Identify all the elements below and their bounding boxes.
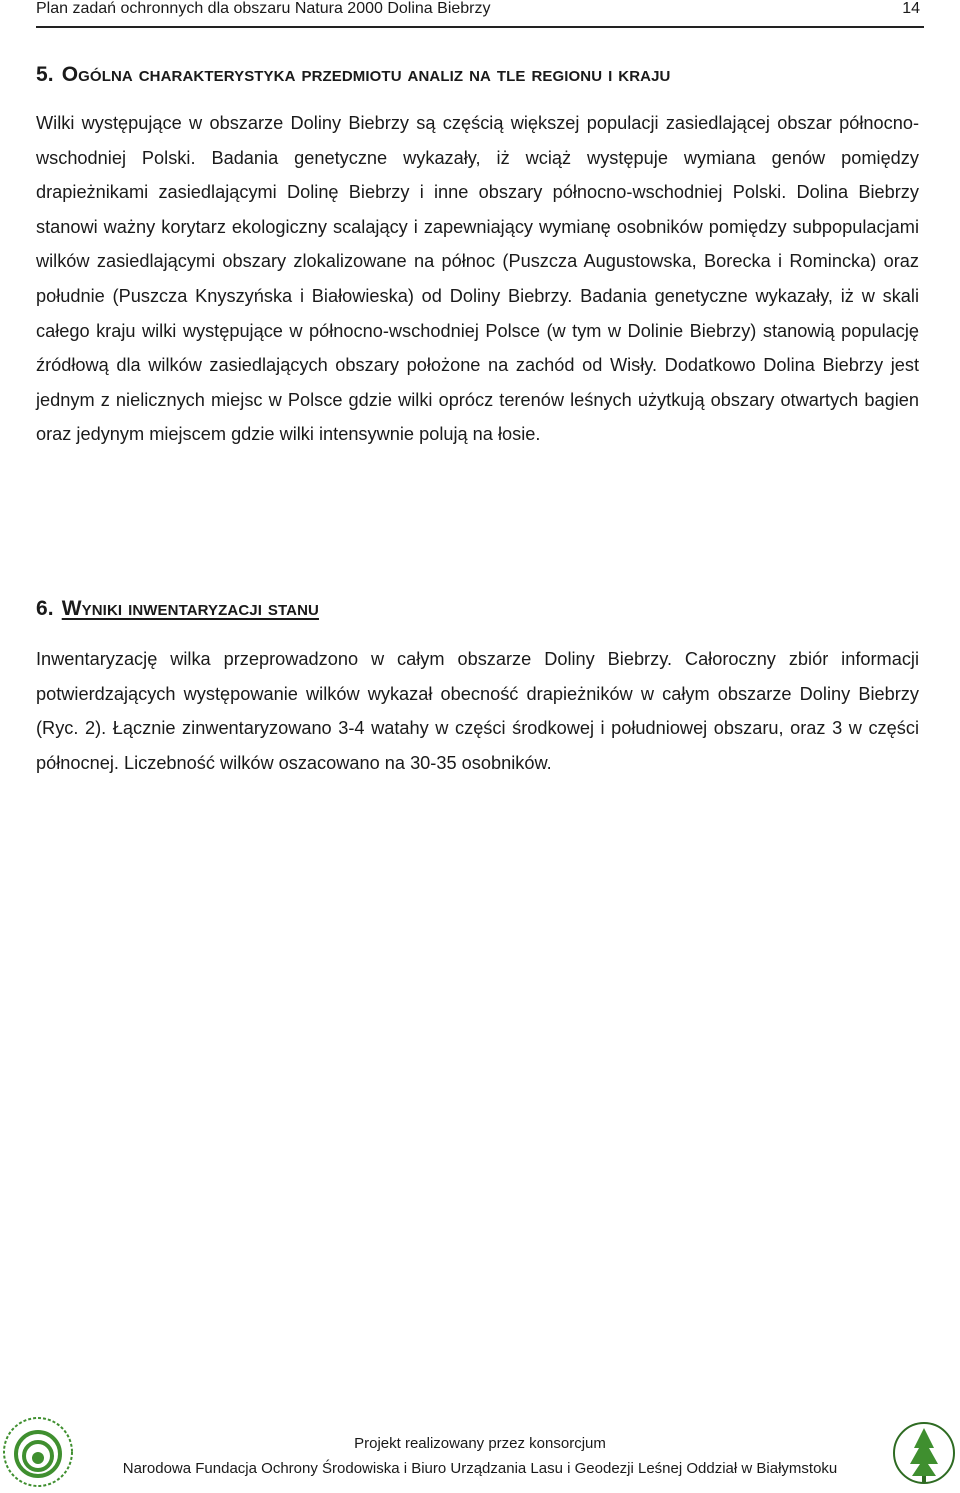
section-5-paragraph: Wilki występujące w obszarze Doliny Biebrzy są częścią większej populacji zasiedlającej obszar północno-wschodniej Polski. Badania genetyczne wykazały, iż wciąż występuje wymiana genów pomiędzy drapieżnikami zasiedlającymi Dolinę Biebrzy i inne obszary północno-wschodniej Polski. Dolina Biebrzy stanowi ważny korytarz ekologiczny scalający i zapewniający wymianę osobników pomiędzy subpopulacjami wilków zasiedlającymi obszary zlokalizowane na północ (Puszcza Augustowska, Borecka i Romincka) oraz południe (Puszcza Knyszyńska i Białowieska) od Doliny Biebrzy. Badania genetyczne wykazały, iż w skali całego kraju wilki występujące w północno-wschodniej Polsce (w tym w Dolinie Biebrzy) stanowią populację źródłową dla wilków zasiedlających obszary położone na zachód od Wisły. Dodatkowo Dolina Biebrzy jest jednym z nielicznych miejsc w Polsce gdzie wilki oprócz terenów leśnych użytkują obszary otwartych bagien oraz jedynym miejscem gdzie wilki intensywnie polują na łosie.: [36, 113, 919, 445]
section-5-heading: [36, 62, 670, 88]
page-header: [36, 0, 924, 28]
header-title: Plan zadań ochronnych dla obszaru Natura 2000 Dolina Biebrzy: [36, 0, 491, 17]
footer-line-1: Projekt realizowany przez konsorcjum: [354, 1435, 606, 1452]
page-number: 14: [902, 0, 920, 17]
footer-line-2: Narodowa Fundacja Ochrony Środowiska i Biuro Urządzania Lasu i Geodezji Leśnej Oddział w Białymstoku: [122, 1460, 838, 1477]
section-6-heading: [36, 596, 319, 622]
section-5-title: Ogólna charakterystyka przedmiotu analiz na tle regionu i kraju: [61, 63, 671, 86]
section-5-number: 5.: [36, 63, 54, 86]
section-6-title: Wyniki inwentaryzacji stanu: [61, 597, 319, 620]
section-6-paragraph: Inwentaryzację wilka przeprowadzono w całym obszarze Doliny Biebrzy. Całoroczny zbiór informacji potwierdzających występowanie wilków wykazał obecność drapieżników w całym obszarze Doliny Biebrzy (Ryc. 2). Łącznie zinwentaryzowano 3-4 watahy w części środkowej i południowej obszaru, oraz 3 w części północnej. Liczebność wilków oszacowano na 30-35 osobników.: [36, 649, 919, 773]
section-6-number: 6.: [36, 597, 54, 620]
